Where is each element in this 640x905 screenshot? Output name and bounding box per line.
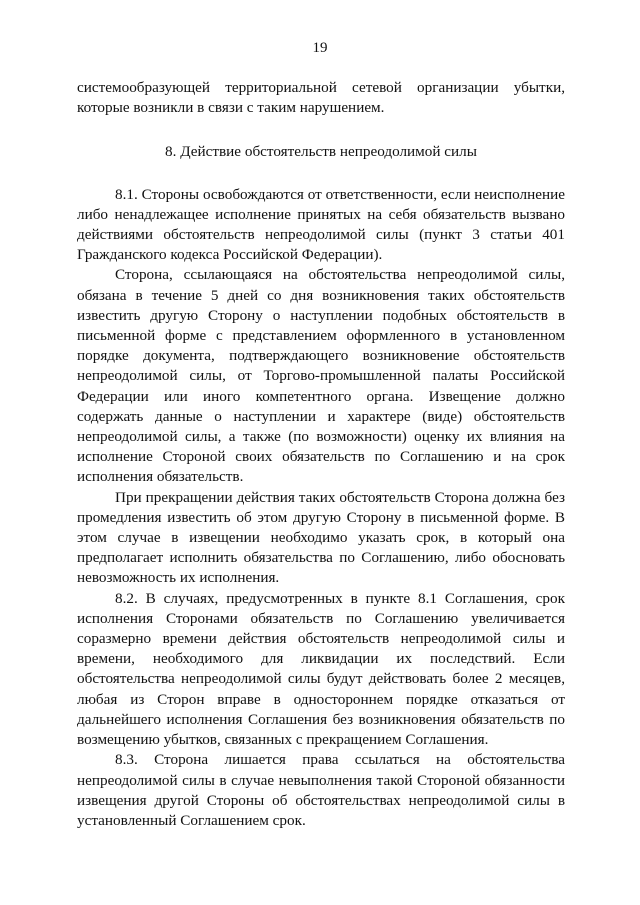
paragraph-8-2: 8.2. В случаях, предусмотренных в пункте 8.1 Соглашения, срок исполнения Сторонами обязательств по Соглашению увеличивается соразмерно времени действия обстоятельств непреодолимой силы и времени, необходимого для ликвидации их последствий. Если обстоятельства непреодолимой силы будут действовать более 2 месяцев, любая из Сторон вправе в одностороннем порядке отказаться от дальнейшего исполнения Соглашения без возникновения обязательств по возмещению убытков, связанных с прекращением Соглашения. [77, 589, 565, 749]
paragraph-termination-notice: При прекращении действия таких обстоятельств Сторона должна без промедления известить об этом другую Сторону в письменной форме. В этом случае в извещении необходимо указать срок, в который она предполагает исполнить обязательства по Соглашению, либо обосновать невозможность их исполнения. [77, 488, 565, 587]
page-number: 19 [312, 40, 328, 56]
paragraph-force-majeure-notice: Сторона, ссылающаяся на обстоятельства непреодолимой силы, обязана в течение 5 дней со дня возникновения таких обстоятельств известить другую Сторону о наступлении подобных обстоятельств в письменной форме с представлением оформленного в установленном порядке документа, подтверждающего возникновение обстоятельств непреодолимой силы, от Торгово-промышленной палаты Российской Федерации или иного компетентного органа. Извещение должно содержать данные о наступлении и характере (виде) обстоятельств непреодолимой силы, а также (по возможности) оценку их влияния на исполнение Стороной своих обязательств по Соглашению и на срок исполнения обязательств. [77, 266, 565, 486]
document-body [77, 78, 565, 831]
paragraph-8-1: 8.1. Стороны освобождаются от ответственности, если неисполнение либо ненадлежащее исполнение принятых на себя обязательств вызвано действиями обстоятельств непреодолимой силы (пункт 3 статьи 401 Гражданского кодекса Российской Федерации). [77, 185, 565, 264]
section-heading: 8. Действие обстоятельств непреодолимой силы [165, 143, 477, 161]
paragraph-8-3: 8.3. Сторона лишается права ссылаться на обстоятельства непреодолимой силы в случае невыполнения такой Стороной обязанности извещения другой Стороны об обстоятельствах непреодолимой силы в установленный Соглашением срок. [77, 751, 565, 829]
paragraph-continuation: системообразующей территориальной сетевой организации убытки, которые возникли в связи с таким нарушением. [77, 79, 565, 117]
